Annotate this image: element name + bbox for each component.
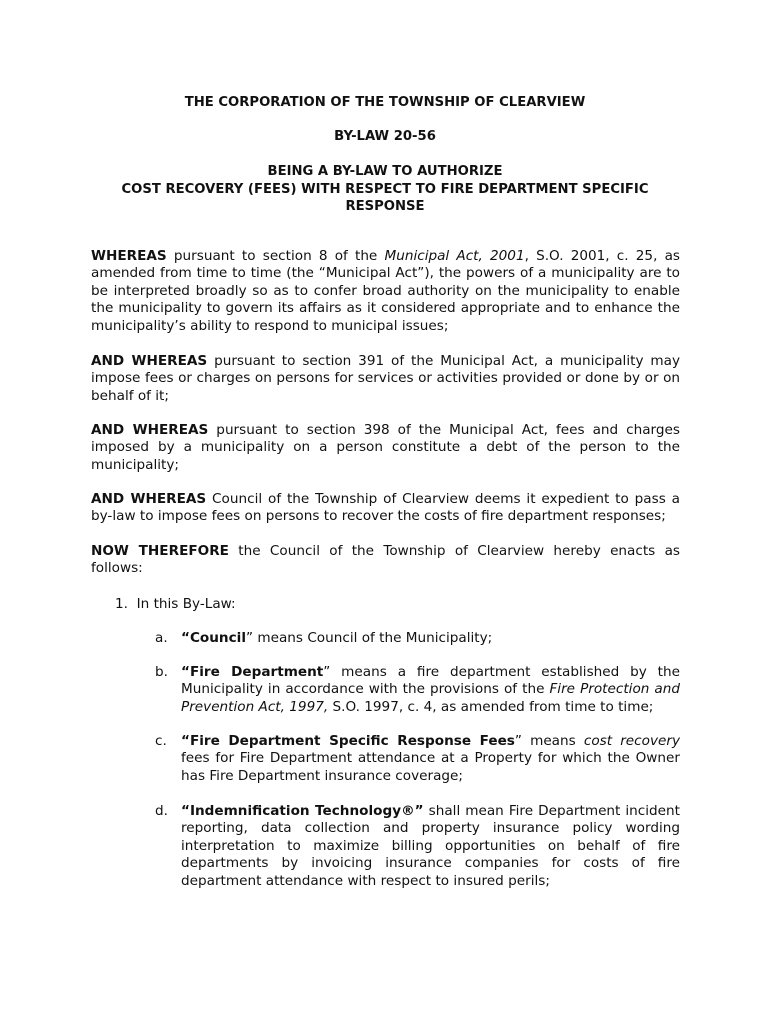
definition-a-letter: a. [155,630,168,646]
definition-a-open-quote: “ [181,630,190,646]
definition-d-open-quote: “ [181,803,190,819]
definition-a [181,630,680,647]
definition-b-rest-a: ” means a fire department established by the Municipality in accordance with the provisions of the [181,664,680,698]
recital-1-text-a: pursuant to section 8 of the [166,248,385,264]
definition-b-act-name: Fire Protection and Prevention Act, 1997, [181,681,681,715]
definition-c [181,733,680,785]
recital-1 [91,248,680,335]
bylaw-title-line-3: RESPONSE [345,199,425,214]
definition-d-rest: shall mean Fire Department incident reporting, data collection and property insurance policy wording interpretation to maximize billing opportunities on behalf of fire departments by invoicing insurance companies for costs of fire department attendance with respect to insured perils; [181,803,680,889]
definition-d [181,803,680,890]
definition-b-term: Fire Department [189,664,324,680]
recital-1-lead: WHEREAS [91,248,167,264]
recital-1-act-name: Municipal Act, 2001 [384,248,525,264]
definition-c-term: Fire Department Specific Response Fees [189,733,515,749]
recital-4-lead: AND WHEREAS [91,491,207,507]
recital-3-lead: AND WHEREAS [91,422,209,438]
definition-a-term: Council [189,630,246,646]
bylaw-number: BY-LAW 20-56 [334,129,436,144]
section-1 [115,596,236,613]
definition-c-open-quote: “ [181,733,190,749]
recital-2 [91,353,680,405]
recital-2-text: pursuant to section 391 of the Municipal Act, a municipality may impose fees or charges on persons for services or activities provided or done by or on behalf of it; [91,353,680,404]
recital-4 [91,491,680,526]
definition-d-letter: d. [155,803,168,819]
bylaw-title-line-2: COST RECOVERY (FEES) WITH RESPECT TO FIRE DEPARTMENT SPECIFIC [121,182,649,197]
recital-4-text: Council of the Township of Clearview deems it expedient to pass a by-law to impose fees on persons to recover the costs of fire department responses; [91,491,680,525]
section-1-text: In this By-Law: [136,596,236,612]
definition-c-rest-b: fees for Fire Department attendance at a Property for which the Owner has Fire Department insurance coverage; [181,750,680,784]
recital-2-lead: AND WHEREAS [91,353,208,369]
definition-d-term: Indemnification Technology®” [189,803,424,819]
recital-3 [91,422,680,474]
bylaw-title-line-1: BEING A BY-LAW TO AUTHORIZE [267,164,503,179]
definition-a-rest: ” means Council of the Municipality; [246,630,493,646]
definition-b-rest-b: S.O. 1997, c. 4, as amended from time to time; [328,698,654,715]
corporation-heading: THE CORPORATION OF THE TOWNSHIP OF CLEARVIEW [184,95,586,110]
definition-b-open-quote: “ [181,664,190,680]
definition-b-letter: b. [155,664,168,680]
section-1-number: 1. [115,596,128,612]
enactment-text: the Council of the Township of Clearview hereby enacts as follows: [91,543,680,577]
enactment-clause [91,543,680,578]
definition-c-letter: c. [155,733,167,749]
recital-3-text: pursuant to section 398 of the Municipal Act, fees and charges imposed by a municipality on a person constitute a debt of the person to the municipality; [91,422,680,473]
definition-c-italic: cost recovery [583,733,680,749]
definition-c-rest-a: ” means [514,733,584,749]
enactment-lead: NOW THEREFORE [91,543,229,559]
recital-1-text-b: , S.O. 2001, c. 25, as amended from time to time (the “Municipal Act”), the powers of a municipality are to be interpreted broadly so as to confer broad authority on the municipality to enable the municipality to govern its affairs as it considered appropriate and to enhance the municipality’s ability to respond to municipal issues; [91,248,680,334]
definition-b [181,664,680,716]
